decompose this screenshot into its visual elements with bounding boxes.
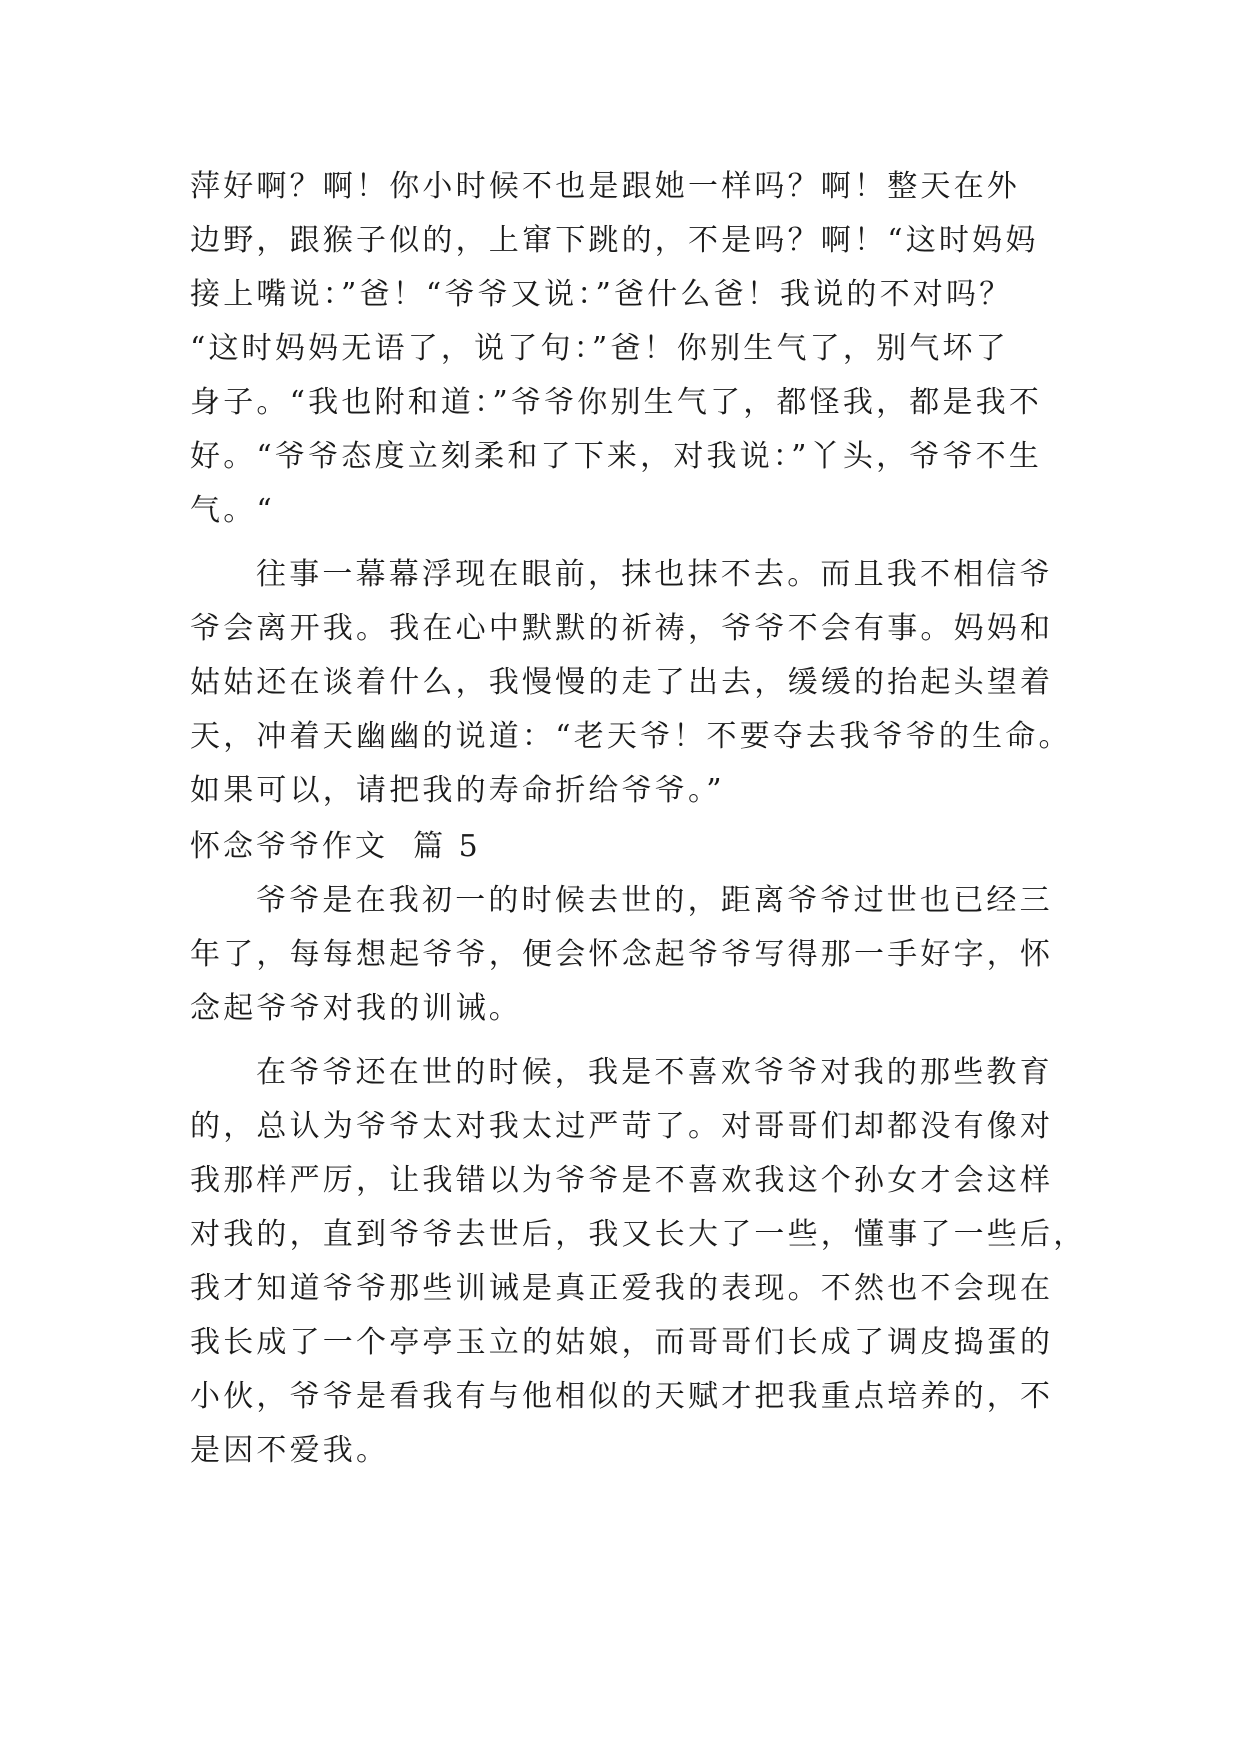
text-line: 我长成了一个亭亭玉立的姑娘，而哥哥们长成了调皮捣蛋的	[190, 1325, 1054, 1360]
text-line: 爷会离开我。我在心中默默的祈祷，爷爷不会有事。妈妈和	[190, 611, 1054, 646]
text-line: 接上嘴说：”爸！“爷爷又说：”爸什么爸！我说的不对吗？	[190, 277, 1013, 312]
text-line: 在爷爷还在世的时候，我是不喜欢爷爷对我的那些教育	[256, 1055, 1053, 1090]
text-line: 往事一幕幕浮现在眼前，抹也抹不去。而且我不相信爷	[256, 557, 1053, 592]
paragraph-2	[190, 548, 1070, 818]
text-line: 爷爷是在我初一的时候去世的，距离爷爷过世也已经三	[256, 883, 1053, 918]
text-line: 气。“	[190, 493, 275, 528]
text-line: 萍好啊？啊！你小时候不也是跟她一样吗？啊！整天在外	[190, 169, 1020, 204]
text-line: 姑姑还在谈着什么，我慢慢的走了出去，缓缓的抬起头望着	[190, 665, 1054, 700]
text-line: 年了，每每想起爷爷，便会怀念起爷爷写得那一手好字，怀	[190, 937, 1054, 972]
paragraph-1	[190, 160, 1070, 538]
text-line: 是因不爱我。	[190, 1433, 390, 1468]
paragraph-4	[190, 1046, 1087, 1478]
text-line: “这时妈妈无语了，说了句：”爸！你别生气了，别气坏了	[190, 331, 1009, 366]
text-line: 小伙，爷爷是看我有与他相似的天赋才把我重点培养的，不	[190, 1379, 1054, 1414]
text-line: 我才知道爷爷那些训诫是真正爱我的表现。不然也不会现在	[190, 1271, 1054, 1306]
text-line: 好。“爷爷态度立刻柔和了下来，对我说：”丫头，爷爷不生	[190, 439, 1043, 474]
text-line: 的，总认为爷爷太对我太过严苛了。对哥哥们却都没有像对	[190, 1109, 1054, 1144]
text-line: 念起爷爷对我的训诫。	[190, 991, 522, 1026]
text-line: 如果可以，请把我的寿命折给爷爷。”	[190, 773, 725, 808]
text-line: 我那样严厉，让我错以为爷爷是不喜欢我这个孙女才会这样	[190, 1163, 1054, 1198]
text-line: 对我的，直到爷爷去世后，我又长大了一些，懂事了一些后，	[190, 1217, 1087, 1252]
text-line: 边野，跟猴子似的，上窜下跳的，不是吗？啊！“这时妈妈	[190, 223, 1039, 258]
document-page	[190, 160, 1087, 1478]
text-line: 天，冲着天幽幽的说道：“老天爷！不要夺去我爷爷的生命。	[190, 719, 1072, 754]
section-heading: 怀念爷爷作文 篇 5	[190, 829, 481, 864]
text-line: 身子。“我也附和道：”爷爷你别生气了，都怪我，都是我不	[190, 385, 1043, 420]
paragraph-3	[190, 874, 1070, 1036]
